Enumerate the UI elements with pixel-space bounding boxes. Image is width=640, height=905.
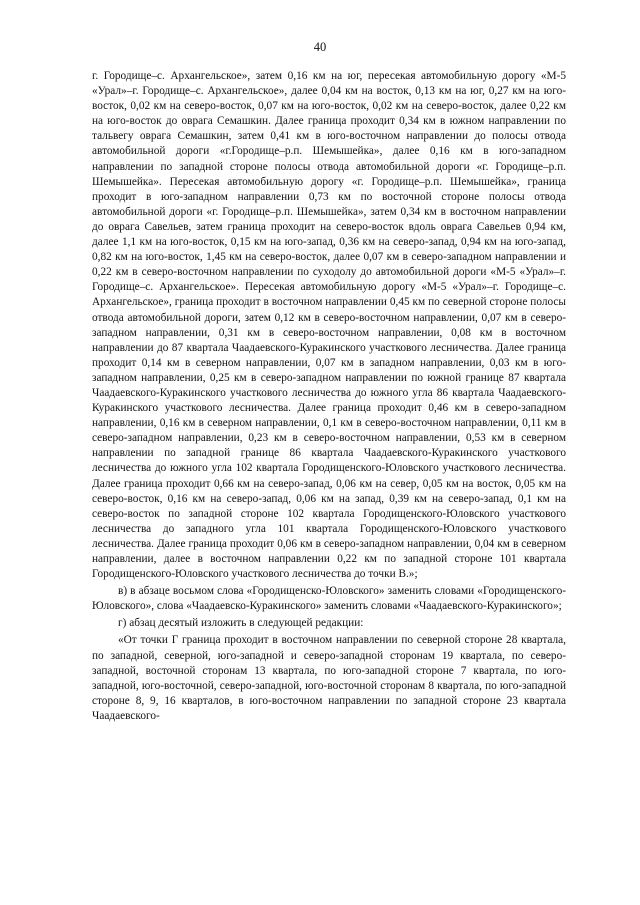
paragraph-boundary-description: г. Городище–с. Архангельское», затем 0,16 км на юг, пересекая автомобильную дорогу «М-5 «Урал»–г. Городище–с. Архангельское», далее 0,04 км на восток, 0,13 км на юг, 0,27 км на юго-восток, 0,02 км на северо-восток, 0,07 км на юго-восток, 0,02 км на северо-восток, далее 0,22 км на юго-восток до оврага Семашкин. Далее граница проходит 0,34 км в южном направлении по тальвегу оврага Семашкин, затем 0,41 км в юго-восточном направлении до полосы отвода автомобильной дороги «г.Городище–р.п. Шемышейка», далее 0,16 км в юго-западном направлении по западной стороне полосы отвода автомобильной дороги «г. Городище–р.п. Шемышейка». Пересекая автомобильную дорогу «г. Городище–р.п. Шемышейка», граница проходит в юго-западном направлении 0,73 км по восточной стороне полосы отвода автомобильной дороги «г. Городище–р.п. Шемышейка», затем 0,34 км в восточном направлении до оврага Савельев, затем граница проходит на северо-восток вдоль оврага Савельев 0,94 км, далее 1,1 км на юго-восток, 0,15 км на юго-запад, 0,36 км на северо-запад, 0,94 км на юго-запад, 0,82 км на юго-восток, 1,45 км на северо-восток, далее 0,07 км в северо-западном направлении и 0,22 км в северо-восточном направлении по суходолу до автомобильной дороги «М-5 «Урал»–г. Городище–с. Архангельское». Пересекая автомобильную дорогу «М-5 «Урал»–г. Городище–с. Архангельское», граница проходит в восточном направлении 0,45 км по северной стороне полосы отвода автомобильной дороги, затем 0,12 км в северо-восточном направлении, 0,07 км в северо-западном направлении, 0,31 км в северо-восточном направлении, 0,08 км в восточном направлении до 87 квартала Чаадаевского-Куракинского участкового лесничества. Далее граница проходит 0,14 км в северном направлении, 0,07 км в западном направлении, 0,03 км в юго-западном направлении, 0,25 км в северо-западном направлении по южной границе 87 квартала Чаадаевского-Куракинского участкового лесничества до южного угла 86 квартала Чаадаевского-Куракинского участкового лесничества. Далее граница проходит 0,46 км в северо-западном направлении, 0,16 км в северном направлении, 0,1 км в северо-восточном направлении, 0,11 км в северо-западном направлении, 0,23 км в северо-восточном направлении, 0,53 км в северном направлении по западной границе 86 квартала Чаадаевского-Куракинского участкового лесничества до южного угла 102 квартала Городищенского-Юловского участкового лесничества. Далее граница проходит 0,66 км на северо-запад, 0,06 км на север, 0,05 км на восток, 0,05 км на северо-восток, 0,16 км на северо-запад, 0,06 км на запад, 0,39 км на северо-запад, 0,1 км на северо-восток по западной стороне 102 квартала Городищенского-Юловского участкового лесничества до западного угла 101 квартала Городищенского-Юловского участкового лесничества. Далее граница проходит 0,06 км в северо-западном направлении, 0,04 км в северном направлении, далее в восточном направлении 0,22 км по западной стороне 101 квартала Городищенского-Юловского участкового лесничества до точки В.»; [92, 70, 566, 581]
document-body [92, 69, 566, 724]
paragraph-new-text: «От точки Г граница проходит в восточном направлении по северной стороне 28 квартала, по западной, северной, юго-западной и северо-западной сторонам 19 квартала, по северо-западной, восточной сторонам 13 квартала, по юго-западной стороне 7 квартала, по юго-западной, юго-восточной, северо-западной, юго-восточной сторонам 8 квартала, по юго-западной стороне 8, 9, 16 кварталов, в юго-восточном направлении по западной стороне 23 квартала Чаадаевского- [92, 634, 566, 722]
paragraph-amendment-g: г) абзац десятый изложить в следующей редакции: [118, 617, 364, 630]
paragraph-amendment-v: в) в абзаце восьмом слова «Городищенско-Юловского» заменить словами «Городищенского-Юловского», слова «Чаадаевско-Куракинского» заменить словами «Чаадаевского-Куракинского»; [92, 585, 566, 613]
page-number: 40 [313, 40, 327, 54]
